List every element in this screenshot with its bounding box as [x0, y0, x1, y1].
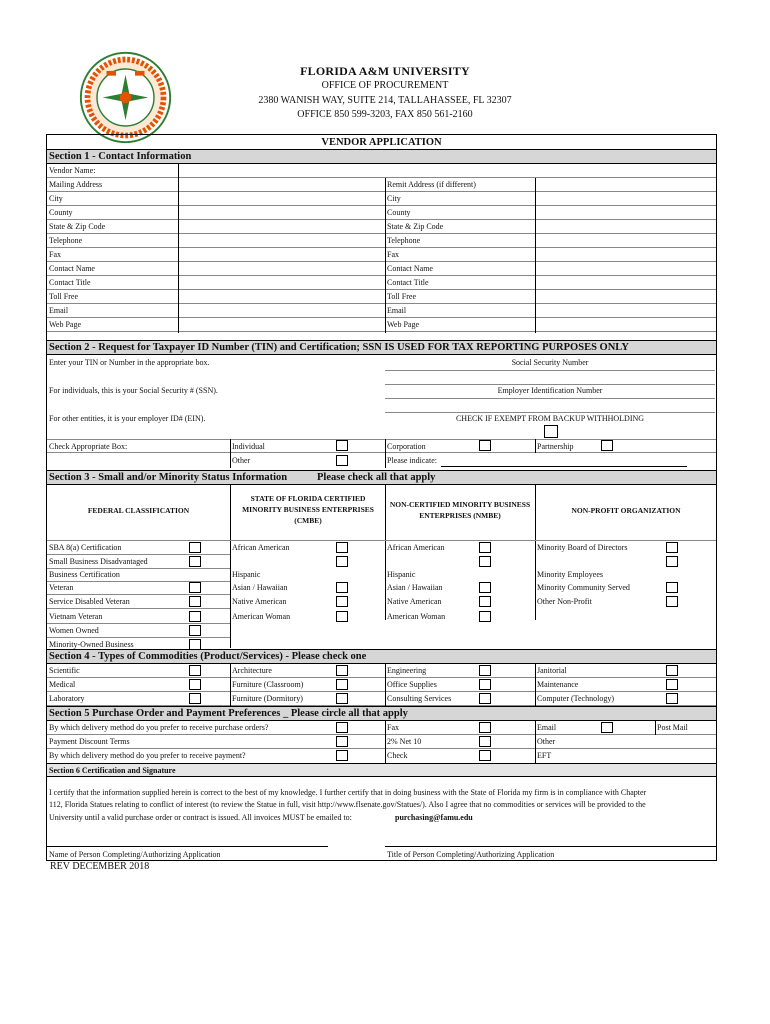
- contact-row: [47, 234, 716, 248]
- section3-check-all: Please check all that apply: [317, 472, 436, 483]
- commodity-item: Engineering: [387, 666, 427, 675]
- nmbe-header: NON-CERTIFIED MINORITY BUSINESS ENTERPRISES (NMBE): [389, 500, 531, 520]
- po-delivery-row: [47, 721, 716, 735]
- name-signature-label: Name of Person Completing/Authorizing Application: [49, 850, 221, 859]
- nonprofit-item: Minority Community Served: [537, 583, 630, 592]
- contact-left-input[interactable]: [179, 206, 384, 219]
- nmbe-item: Native American: [387, 597, 442, 606]
- section2-header: [47, 340, 716, 355]
- section5-header: [47, 706, 716, 721]
- individual-label: Individual: [232, 442, 265, 451]
- po-email-checkbox[interactable]: [479, 722, 491, 733]
- contact-left-label: Web Page: [49, 320, 82, 329]
- commodity-checkbox[interactable]: [479, 679, 491, 690]
- contact-right-input[interactable]: [536, 290, 715, 303]
- contact-right-input[interactable]: [536, 248, 715, 261]
- contact-left-input[interactable]: [179, 234, 384, 247]
- contact-right-label: County: [387, 208, 411, 217]
- please-indicate-input[interactable]: [441, 466, 687, 467]
- commodity-item: Architecture: [232, 666, 272, 675]
- section2-title: Section 2 - Request for Taxpayer ID Number (TIN) and Certification; SSN IS USED FOR TAX REPORTING PURPOSES ONLY: [49, 342, 629, 353]
- contact-left-input[interactable]: [179, 276, 384, 289]
- federal-classification-checkbox[interactable]: [189, 596, 201, 607]
- contact-right-label: Email: [387, 306, 407, 315]
- cmbe-checkbox[interactable]: [336, 556, 348, 567]
- vendor-name-row[interactable]: [47, 164, 716, 178]
- commodity-checkbox[interactable]: [666, 693, 678, 704]
- federal-classification-checkbox[interactable]: [189, 582, 201, 593]
- pay-eft-checkbox[interactable]: [479, 750, 491, 761]
- commodity-checkbox[interactable]: [336, 693, 348, 704]
- contact-row: [47, 318, 716, 332]
- office-phone: OFFICE 850 599-3203, FAX 850 561-2160: [297, 109, 473, 120]
- commodity-item: Office Supplies: [387, 680, 437, 689]
- federal-classification-item: Service Disabled Veteran: [49, 597, 130, 606]
- federal-classification-item: Minority-Owned Business: [49, 640, 134, 649]
- commodity-checkbox[interactable]: [479, 665, 491, 676]
- invoice-email[interactable]: purchasing@famu.edu: [395, 813, 473, 822]
- payment-delivery-row: [47, 749, 716, 763]
- contact-right-input[interactable]: [536, 220, 715, 233]
- nmbe-checkbox[interactable]: [479, 582, 491, 593]
- contact-row: [47, 192, 716, 206]
- contact-left-input[interactable]: [179, 262, 384, 275]
- cmbe-header: STATE OF FLORIDA CERTIFIED MINORITY BUSINESS ENTERPRISES (CMBE): [242, 494, 374, 525]
- federal-classification-item: Vietnam Veteran: [49, 612, 103, 621]
- entity-type-row: [47, 439, 716, 453]
- cmbe-checkbox[interactable]: [336, 611, 348, 622]
- commodity-item: Medical: [49, 680, 76, 689]
- office-address: 2380 WANISH WAY, SUITE 214, TALLAHASSEE, FL 32307: [258, 95, 512, 106]
- corporation-checkbox[interactable]: [479, 440, 491, 451]
- contact-right-label: Toll Free: [387, 292, 416, 301]
- partnership-label: Partnership: [537, 442, 574, 451]
- nmbe-item: Asian / Hawaiian: [387, 583, 443, 592]
- contact-left-label: County: [49, 208, 73, 217]
- contact-row: [47, 276, 716, 290]
- federal-classification-item: Small Business Disadvantaged: [49, 557, 148, 566]
- po-fax-checkbox[interactable]: [336, 722, 348, 733]
- nonprofit-item: Minority Board of Directors: [537, 543, 628, 552]
- form-title-row: [47, 135, 716, 150]
- commodity-item: Computer (Technology): [537, 694, 614, 703]
- ein-label: Employer Identification Number: [497, 386, 603, 395]
- check-box-label: Check Appropriate Box:: [49, 442, 128, 451]
- section6-title: Section 6 Certification and Signature: [49, 766, 176, 775]
- ein-instruction: For other entities, it is your employer ID# (EIN).: [49, 414, 206, 423]
- contact-right-label: City: [387, 194, 401, 203]
- section3-header: [47, 470, 716, 485]
- cmbe-checkbox[interactable]: [336, 596, 348, 607]
- contact-right-label: Telephone: [387, 236, 421, 245]
- contact-left-input[interactable]: [179, 248, 384, 261]
- vendor-application-form: [46, 134, 717, 861]
- email-option[interactable]: Email: [537, 723, 557, 732]
- university-name: FLORIDA A&M UNIVERSITY: [300, 64, 470, 78]
- other-option[interactable]: Other: [537, 737, 556, 746]
- corporation-label: Corporation: [387, 442, 426, 451]
- contact-left-input[interactable]: [179, 318, 384, 331]
- commodity-checkbox[interactable]: [189, 665, 201, 676]
- commodity-item: Furniture (Classroom): [232, 680, 304, 689]
- partnership-checkbox[interactable]: [601, 440, 613, 451]
- federal-classification-checkbox[interactable]: [189, 625, 201, 636]
- tin-instruction: Enter your TIN or Number in the appropriate box.: [49, 358, 210, 367]
- contact-left-label: Fax: [49, 250, 61, 259]
- nonprofit-item: Other Non-Profit: [537, 597, 592, 606]
- commodity-checkbox[interactable]: [189, 693, 201, 704]
- cmbe-item: Asian / Hawaiian: [232, 583, 288, 592]
- contact-row: [47, 220, 716, 234]
- cmbe-item: African American: [232, 543, 290, 552]
- section6-header: [47, 763, 716, 777]
- contact-left-label: Contact Name: [49, 264, 95, 273]
- payment-terms-row: [47, 735, 716, 749]
- vendor-name-label: Vendor Name:: [49, 166, 96, 175]
- contact-left-label: Telephone: [49, 236, 83, 245]
- title-signature-label: Title of Person Completing/Authorizing Application: [387, 850, 555, 859]
- contact-right-input[interactable]: [536, 206, 715, 219]
- office-name: OFFICE OF PROCUREMENT: [321, 80, 449, 91]
- contact-right-label: Contact Name: [387, 264, 433, 273]
- contact-left-label: Email: [49, 306, 69, 315]
- nonprofit-item: Minority Employees: [537, 570, 603, 579]
- federal-classification-item: Women Owned: [49, 626, 99, 635]
- cmbe-checkbox[interactable]: [336, 542, 348, 553]
- commodity-item: Laboratory: [49, 694, 85, 703]
- payment-terms-question: Payment Discount Terms: [49, 737, 130, 746]
- contact-right-input[interactable]: [536, 318, 715, 331]
- nmbe-item: African American: [387, 543, 445, 552]
- nmbe-checkbox[interactable]: [479, 556, 491, 567]
- po-post-checkbox[interactable]: [601, 722, 613, 733]
- contact-right-input[interactable]: [536, 262, 715, 275]
- certification-line-3: University until a valid purchase order or contract is issued. All invoices MUST be emailed to:: [49, 813, 352, 822]
- nmbe-checkbox[interactable]: [479, 611, 491, 622]
- ssn-label: Social Security Number: [511, 358, 589, 367]
- contact-right-label: State & Zip Code: [387, 222, 444, 231]
- cmbe-item: American Woman: [232, 612, 291, 621]
- terms-other-checkbox[interactable]: [479, 736, 491, 747]
- certification-line-1: I certify that the information supplied herein is correct to the best of my knowledge. I further certify that in doing business with the State of Florida my firm is in compliance with Chapter: [49, 788, 647, 797]
- exempt-label: CHECK IF EXEMPT FROM BACKUP WITHHOLDING: [455, 414, 645, 423]
- contact-left-input[interactable]: [179, 304, 384, 317]
- post-mail-option[interactable]: Post Mail: [657, 723, 688, 732]
- contact-right-input[interactable]: [536, 192, 715, 205]
- please-indicate-label: Please indicate:: [387, 456, 437, 465]
- contact-left-input[interactable]: [179, 220, 384, 233]
- revision-note: REV DECEMBER 2018: [50, 861, 150, 872]
- commodity-item: Consulting Services: [387, 694, 452, 703]
- commodity-item: Furniture (Dormitory): [232, 694, 303, 703]
- contact-row: [47, 304, 716, 318]
- section4-title: Section 4 - Types of Commodities (Product/Services) - Please check one: [49, 651, 367, 662]
- ssn-input[interactable]: [385, 370, 715, 385]
- contact-left-label: Contact Title: [49, 278, 91, 287]
- contact-right-label: Remit Address (if different): [387, 180, 476, 189]
- nonprofit-checkbox[interactable]: [666, 596, 678, 607]
- section1-title: Section 1 - Contact Information: [49, 151, 192, 162]
- certification-line-2: 112, Florida Statues relating to conflict of interest (to review the Statue in full, visit http://www.flsenate.gov/Statues/). Also I agree that no commodities or services will be provided to the: [49, 800, 646, 809]
- contact-right-input[interactable]: [536, 178, 715, 191]
- contact-right-label: Web Page: [387, 320, 420, 329]
- exempt-checkbox[interactable]: [544, 425, 558, 438]
- commodity-item: Janitorial: [537, 666, 567, 675]
- name-signature-line[interactable]: [47, 846, 328, 847]
- contact-left-input[interactable]: [179, 290, 384, 303]
- fax-option[interactable]: Fax: [387, 723, 399, 732]
- nmbe-item: Hispanic: [387, 570, 416, 579]
- contact-row: [47, 290, 716, 304]
- eft-option[interactable]: EFT: [537, 751, 552, 760]
- commodity-item: Maintenance: [537, 680, 579, 689]
- federal-classification-checkbox[interactable]: [189, 611, 201, 622]
- contact-right-label: Fax: [387, 250, 399, 259]
- title-signature-line[interactable]: [385, 846, 716, 847]
- commodity-checkbox[interactable]: [336, 665, 348, 676]
- ein-input[interactable]: [385, 398, 715, 413]
- contact-left-label: State & Zip Code: [49, 222, 106, 231]
- nonprofit-checkbox[interactable]: [666, 582, 678, 593]
- nonprofit-checkbox[interactable]: [666, 556, 678, 567]
- contact-row: [47, 178, 716, 192]
- federal-classification-checkbox[interactable]: [189, 542, 201, 553]
- commodity-checkbox[interactable]: [336, 679, 348, 690]
- cmbe-item: Native American: [232, 597, 287, 606]
- nmbe-item: American Woman: [387, 612, 446, 621]
- check-option[interactable]: Check: [387, 751, 408, 760]
- contact-right-label: Contact Title: [387, 278, 429, 287]
- contact-right-input[interactable]: [536, 234, 715, 247]
- payment-delivery-question: By which delivery method do you prefer to receive payment?: [49, 751, 246, 760]
- commodity-checkbox[interactable]: [479, 693, 491, 704]
- contact-left-input[interactable]: [179, 178, 384, 191]
- nmbe-checkbox[interactable]: [479, 596, 491, 607]
- cmbe-item: Hispanic: [232, 570, 261, 579]
- section4-header: [47, 649, 716, 664]
- contact-left-input[interactable]: [179, 192, 384, 205]
- section5-title: Section 5 Purchase Order and Payment Preferences _ Please circle all that apply: [49, 708, 408, 719]
- contact-right-input[interactable]: [536, 276, 715, 289]
- contact-right-input[interactable]: [536, 304, 715, 317]
- individual-checkbox[interactable]: [336, 440, 348, 451]
- federal-classification-item: Veteran: [49, 583, 74, 592]
- commodity-item: Scientific: [49, 666, 80, 675]
- commodity-checkbox[interactable]: [189, 679, 201, 690]
- ssn-instruction: For individuals, this is your Social Security # (SSN).: [49, 386, 218, 395]
- po-delivery-question: By which delivery method do you prefer to receive purchase orders?: [49, 723, 269, 732]
- cmbe-checkbox[interactable]: [336, 582, 348, 593]
- other-checkbox[interactable]: [336, 455, 348, 466]
- other-label: Other: [232, 456, 251, 465]
- contact-left-label: City: [49, 194, 63, 203]
- commodity-checkbox[interactable]: [666, 679, 678, 690]
- nonprofit-checkbox[interactable]: [666, 542, 678, 553]
- form-title: VENDOR APPLICATION: [321, 137, 442, 148]
- federal-classification-item: SBA 8(a) Certification: [49, 543, 122, 552]
- federal-classification-checkbox[interactable]: [189, 556, 201, 567]
- commodity-checkbox[interactable]: [666, 665, 678, 676]
- contact-row: [47, 248, 716, 262]
- pay-check-checkbox[interactable]: [336, 750, 348, 761]
- section1-header: [47, 149, 716, 164]
- federal-classification-header: FEDERAL CLASSIFICATION: [87, 506, 190, 515]
- federal-classification-item: Business Certification: [49, 570, 120, 579]
- contact-left-label: Mailing Address: [49, 180, 103, 189]
- contact-left-label: Toll Free: [49, 292, 78, 301]
- contact-row: [47, 262, 716, 276]
- nonprofit-header: NON-PROFIT ORGANIZATION: [571, 506, 681, 515]
- net10-option[interactable]: 2% Net 10: [387, 737, 422, 746]
- contact-row: [47, 206, 716, 220]
- section3-title: Section 3 - Small and/or Minority Status Information: [49, 472, 288, 483]
- terms-net-checkbox[interactable]: [336, 736, 348, 747]
- nmbe-checkbox[interactable]: [479, 542, 491, 553]
